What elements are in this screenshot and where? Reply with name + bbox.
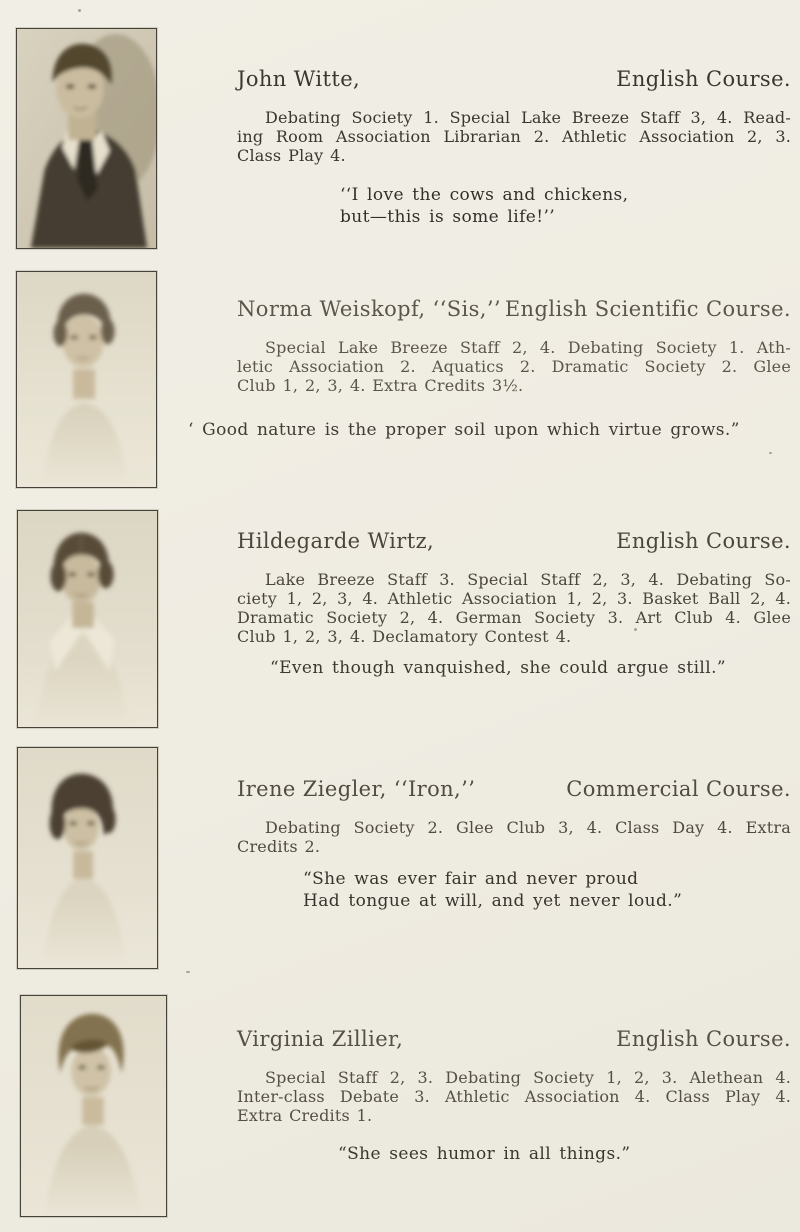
- activities-line: Class Play 4.: [237, 146, 346, 165]
- quote-line: ‘ Good nature is the proper soil upon which virtue grows.”: [188, 420, 740, 440]
- course-label: English Scientific Course.: [504, 297, 791, 321]
- activities-line: Debating Society 1. Special Lake Breeze Staff 3, 4. Read-: [265, 108, 791, 127]
- activities-text: [237, 570, 791, 646]
- activities-line: Club 1, 2, 3, 4. Extra Credits 3½.: [237, 376, 524, 395]
- quote-text: [303, 868, 800, 912]
- activities-line: Special Lake Breeze Staff 2, 4. Debating Society 1. Ath-: [265, 338, 791, 357]
- quote-text: [338, 1143, 800, 1165]
- student-entry-virginia-zillier: [0, 1026, 800, 1165]
- quote-line: ‘‘I love the cows and chickens,: [340, 185, 629, 205]
- quote-line: Had tongue at will, and yet never loud.”: [303, 891, 683, 911]
- quote-line: “She was ever fair and never proud: [303, 869, 639, 889]
- activities-text: [237, 818, 791, 856]
- student-entry-norma-weiskopf: [0, 296, 800, 441]
- student-name: John Witte,: [237, 67, 361, 91]
- activities-line: Special Staff 2, 3. Debating Society 1, 2, 3. Alethean 4.: [265, 1068, 791, 1087]
- activities-line: letic Association 2. Aquatics 2. Dramatic Society 2. Glee: [237, 357, 791, 376]
- activities-line: Credits 2.: [237, 837, 321, 856]
- student-name: Hildegarde Wirtz,: [237, 529, 435, 553]
- activities-text: [237, 338, 791, 395]
- course-label: English Course.: [616, 1027, 791, 1051]
- student-entry-hildegarde-wirtz: [0, 528, 800, 679]
- activities-line: Extra Credits 1.: [237, 1106, 373, 1125]
- activities-text: [237, 108, 791, 165]
- activities-text: [237, 1068, 791, 1125]
- scan-speck: [769, 452, 772, 454]
- activities-line: Lake Breeze Staff 3. Special Staff 2, 3, 4. Debating So-: [265, 570, 791, 589]
- course-label: Commercial Course.: [566, 777, 791, 801]
- quote-line: “Even though vanquished, she could argue still.”: [270, 658, 726, 678]
- student-name: Irene Ziegler, ‘‘Iron,’’: [237, 777, 476, 801]
- activities-line: ciety 1, 2, 3, 4. Athletic Association 1, 2, 3. Basket Ball 2, 4.: [237, 589, 791, 608]
- student-entry-john-witte: [0, 66, 800, 228]
- activities-line: Inter-class Debate 3. Athletic Association 4. Class Play 4.: [237, 1087, 791, 1106]
- scan-speck: [186, 971, 190, 973]
- activities-line: Club 1, 2, 3, 4. Declamatory Contest 4.: [237, 627, 572, 646]
- quote-text: [270, 657, 800, 679]
- quote-text: [188, 419, 800, 441]
- activities-line: Dramatic Society 2, 4. German Society 3. Art Club 4. Glee: [237, 608, 791, 627]
- course-label: English Course.: [616, 67, 791, 91]
- student-name: Norma Weiskopf, ‘‘Sis,’’: [237, 297, 501, 321]
- scan-speck: [634, 628, 637, 631]
- quote-line: “She sees humor in all things.”: [338, 1144, 631, 1164]
- student-name: Virginia Zillier,: [237, 1027, 404, 1051]
- student-entry-irene-ziegler: [0, 776, 800, 912]
- scan-speck: [78, 9, 81, 12]
- course-label: English Course.: [616, 529, 791, 553]
- quote-line: but—this is some life!’’: [340, 207, 556, 227]
- activities-line: ing Room Association Librarian 2. Athletic Association 2, 3.: [237, 127, 791, 146]
- quote-text: [340, 184, 800, 228]
- activities-line: Debating Society 2. Glee Club 3, 4. Class Day 4. Extra: [265, 818, 791, 837]
